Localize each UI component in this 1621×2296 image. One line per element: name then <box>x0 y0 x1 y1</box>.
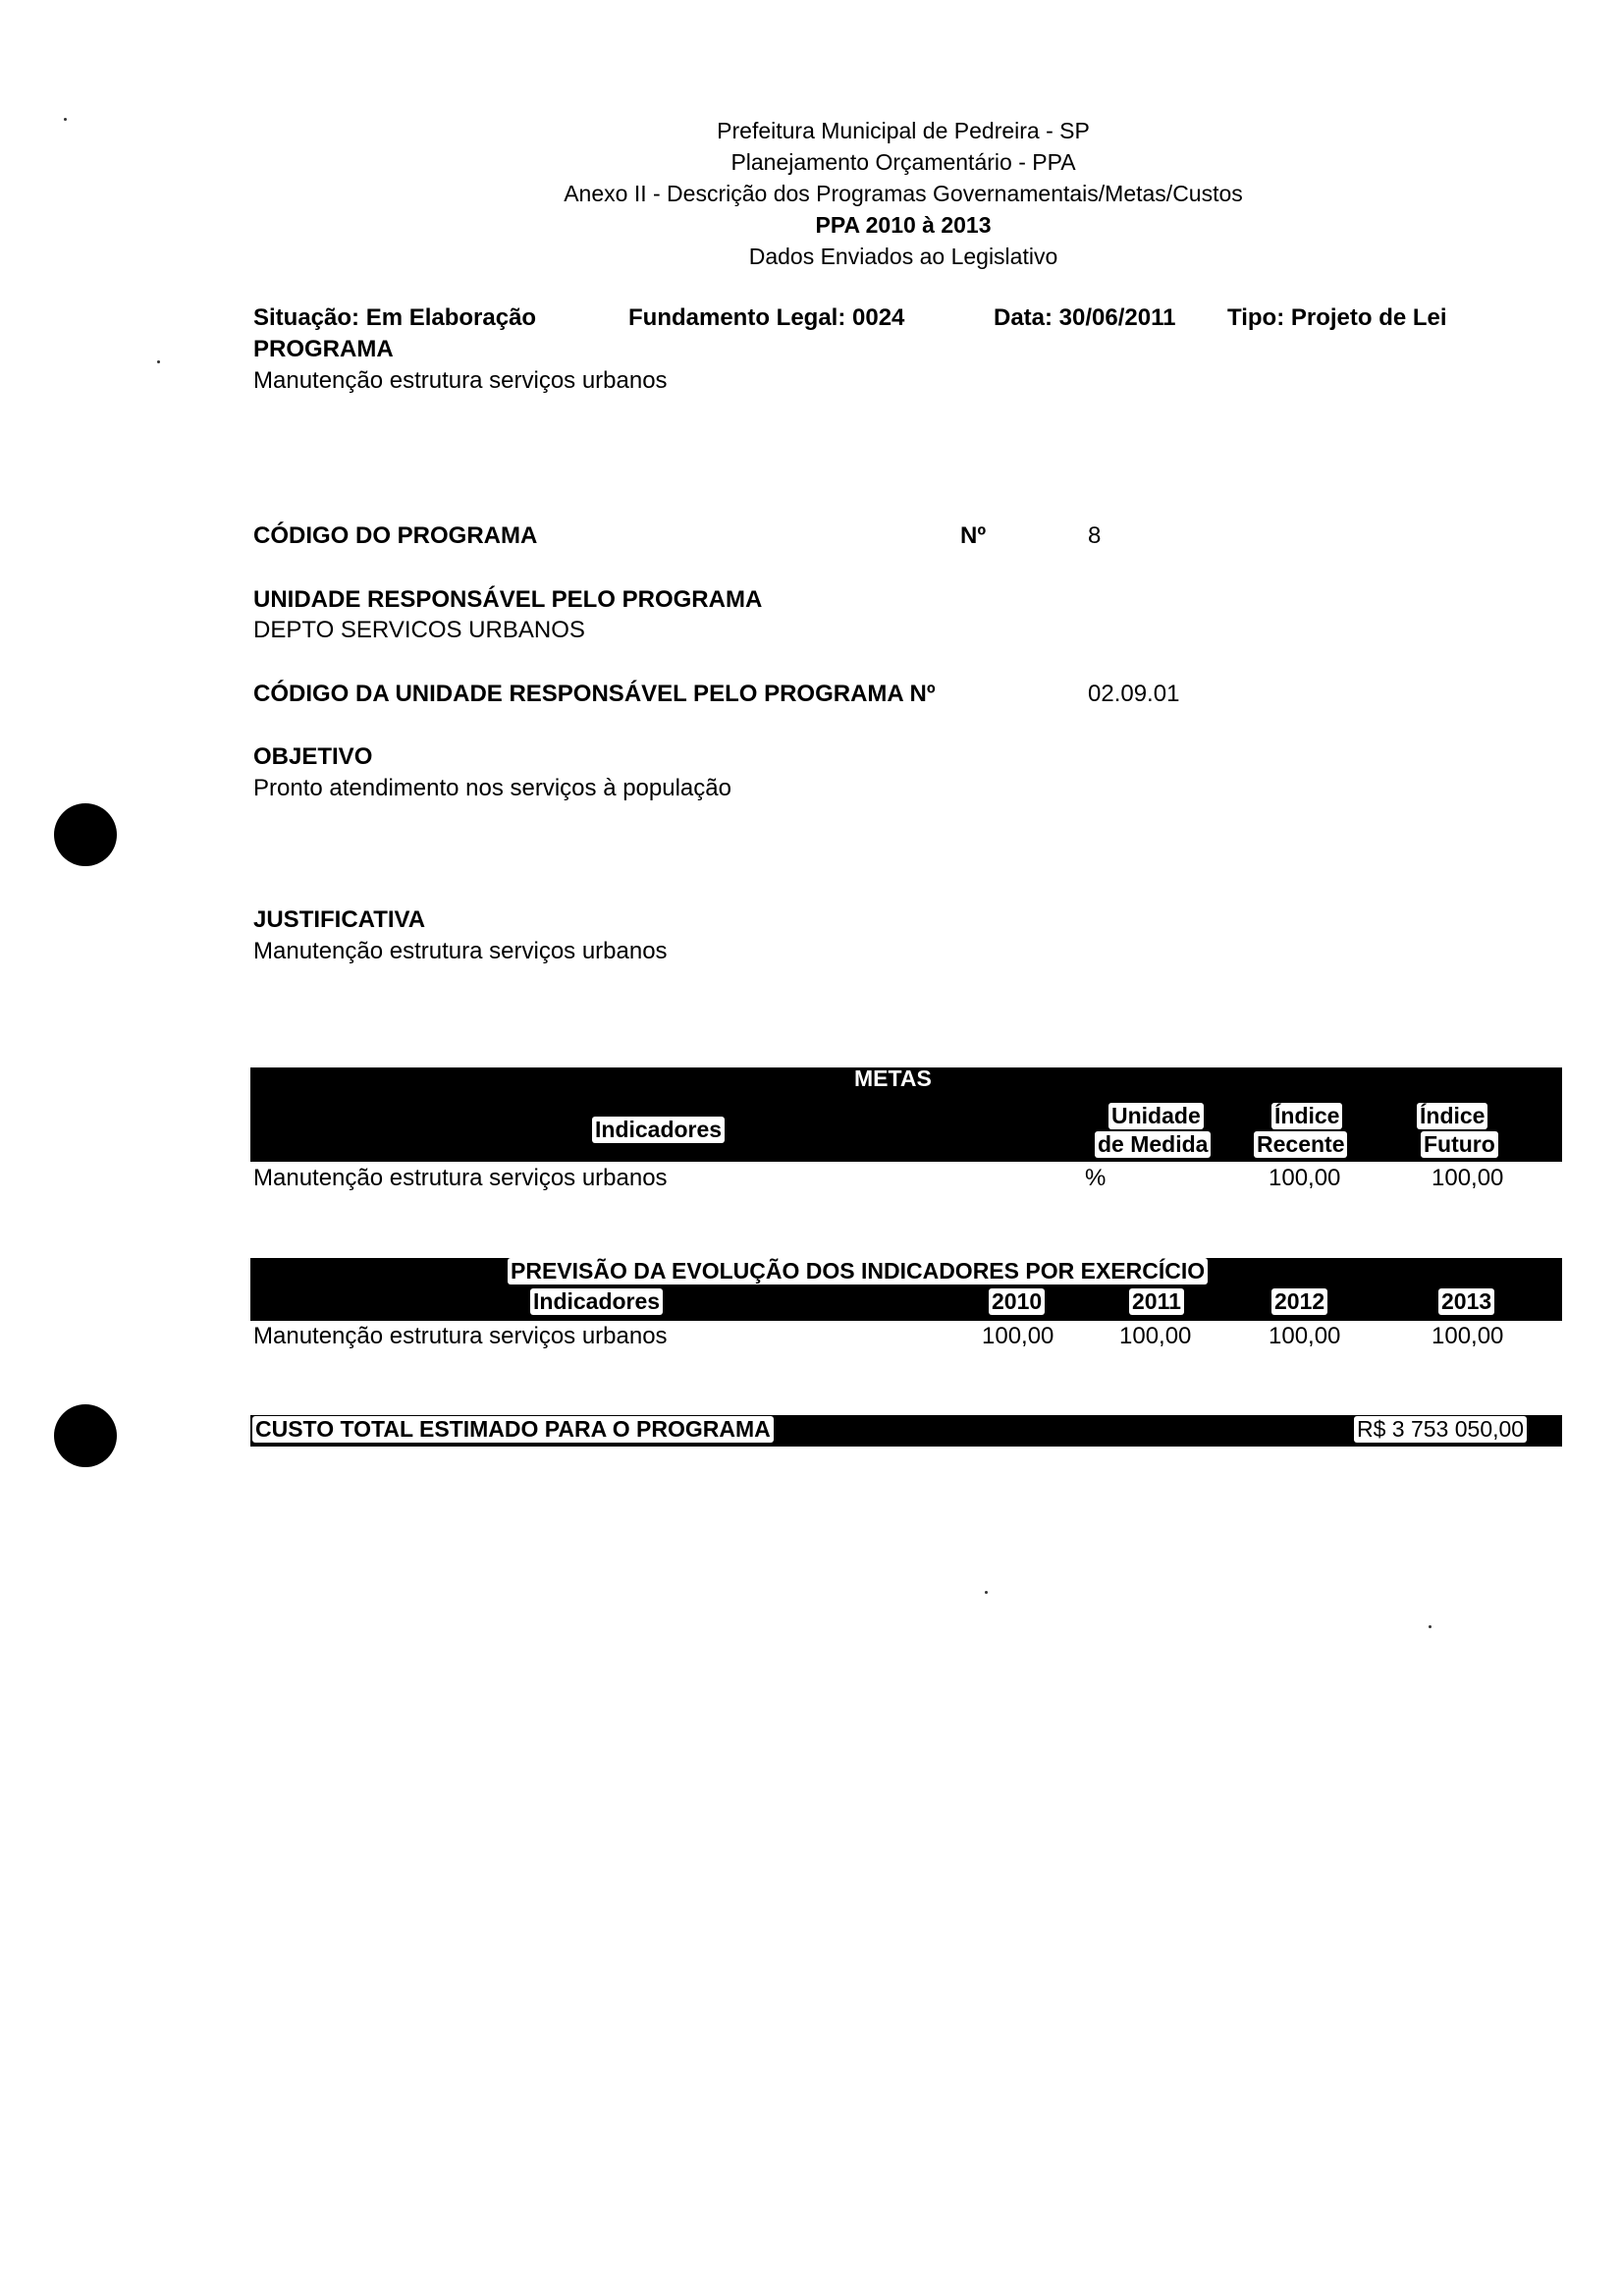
metas-col-futuro-2: Futuro <box>1421 1131 1498 1158</box>
header-planning: Planejamento Orçamentário - PPA <box>730 149 1076 175</box>
header-sent: Dados Enviados ao Legislativo <box>748 244 1058 269</box>
metas-header-band <box>250 1067 1562 1162</box>
custo-band <box>250 1415 1562 1447</box>
programa-label: PROGRAMA <box>253 336 394 362</box>
previsao-year-2013: 2013 <box>1438 1288 1494 1315</box>
scan-speck <box>157 360 160 363</box>
metas-col-indicadores: Indicadores <box>592 1117 725 1143</box>
previsao-row-2010: 100,00 <box>982 1323 1054 1349</box>
header-ppa: PPA 2010 à 2013 <box>815 212 992 238</box>
previsao-row-2012: 100,00 <box>1269 1323 1341 1349</box>
unidade-value: DEPTO SERVICOS URBANOS <box>253 617 585 643</box>
codigo-programa-label: CÓDIGO DO PROGRAMA <box>253 522 538 549</box>
header-annex: Anexo II - Descrição dos Programas Governamentais/Metas/Custos <box>564 181 1243 206</box>
codigo-programa-value: 8 <box>1088 522 1102 549</box>
codigo-unidade-label: CÓDIGO DA UNIDADE RESPONSÁVEL PELO PROGRAMA Nº <box>253 681 936 707</box>
punch-hole <box>54 803 117 866</box>
previsao-year-2012: 2012 <box>1271 1288 1327 1315</box>
objetivo-label: OBJETIVO <box>253 743 373 770</box>
previsao-year-2010: 2010 <box>989 1288 1045 1315</box>
tipo-label: Tipo: Projeto de Lei <box>1227 304 1447 331</box>
previsao-row-2011: 100,00 <box>1119 1323 1192 1349</box>
metas-col-recente-2: Recente <box>1254 1131 1347 1158</box>
previsao-row-indicador: Manutenção estrutura serviços urbanos <box>253 1323 668 1349</box>
document-header <box>0 115 1621 272</box>
codigo-programa-no: Nº <box>960 522 987 549</box>
metas-col-recente-1: Índice <box>1271 1103 1342 1129</box>
metas-title: METAS <box>854 1066 932 1091</box>
objetivo-value: Pronto atendimento nos serviços à população <box>253 775 731 801</box>
scan-speck <box>985 1591 988 1594</box>
metas-row-recente: 100,00 <box>1269 1165 1341 1191</box>
data-label: Data: 30/06/2011 <box>994 304 1176 331</box>
metas-row-futuro: 100,00 <box>1432 1165 1504 1191</box>
fundamento-label: Fundamento Legal: 0024 <box>628 304 905 331</box>
previsao-title: PREVISÃO DA EVOLUÇÃO DOS INDICADORES POR EXERCÍCIO <box>508 1258 1208 1285</box>
programa-value: Manutenção estrutura serviços urbanos <box>253 367 668 394</box>
previsao-year-2011: 2011 <box>1129 1288 1184 1315</box>
metas-row-unidade: % <box>1085 1165 1107 1191</box>
punch-hole <box>54 1404 117 1467</box>
justificativa-value: Manutenção estrutura serviços urbanos <box>253 938 668 964</box>
scan-speck <box>1429 1625 1432 1628</box>
previsao-row-2013: 100,00 <box>1432 1323 1504 1349</box>
metas-col-futuro-1: Índice <box>1417 1103 1487 1129</box>
previsao-col-indicadores: Indicadores <box>530 1288 663 1315</box>
previsao-header-band <box>250 1258 1562 1321</box>
metas-col-unidade-1: Unidade <box>1108 1103 1204 1129</box>
header-municipality: Prefeitura Municipal de Pedreira - SP <box>717 118 1090 143</box>
codigo-unidade-value: 02.09.01 <box>1088 681 1180 707</box>
metas-row-indicador: Manutenção estrutura serviços urbanos <box>253 1165 668 1191</box>
situacao-label: Situação: Em Elaboração <box>253 304 537 331</box>
justificativa-label: JUSTIFICATIVA <box>253 906 426 933</box>
unidade-label: UNIDADE RESPONSÁVEL PELO PROGRAMA <box>253 586 763 613</box>
custo-label: CUSTO TOTAL ESTIMADO PARA O PROGRAMA <box>252 1416 774 1443</box>
custo-value: R$ 3 753 050,00 <box>1354 1416 1527 1443</box>
metas-col-unidade-2: de Medida <box>1095 1131 1211 1158</box>
